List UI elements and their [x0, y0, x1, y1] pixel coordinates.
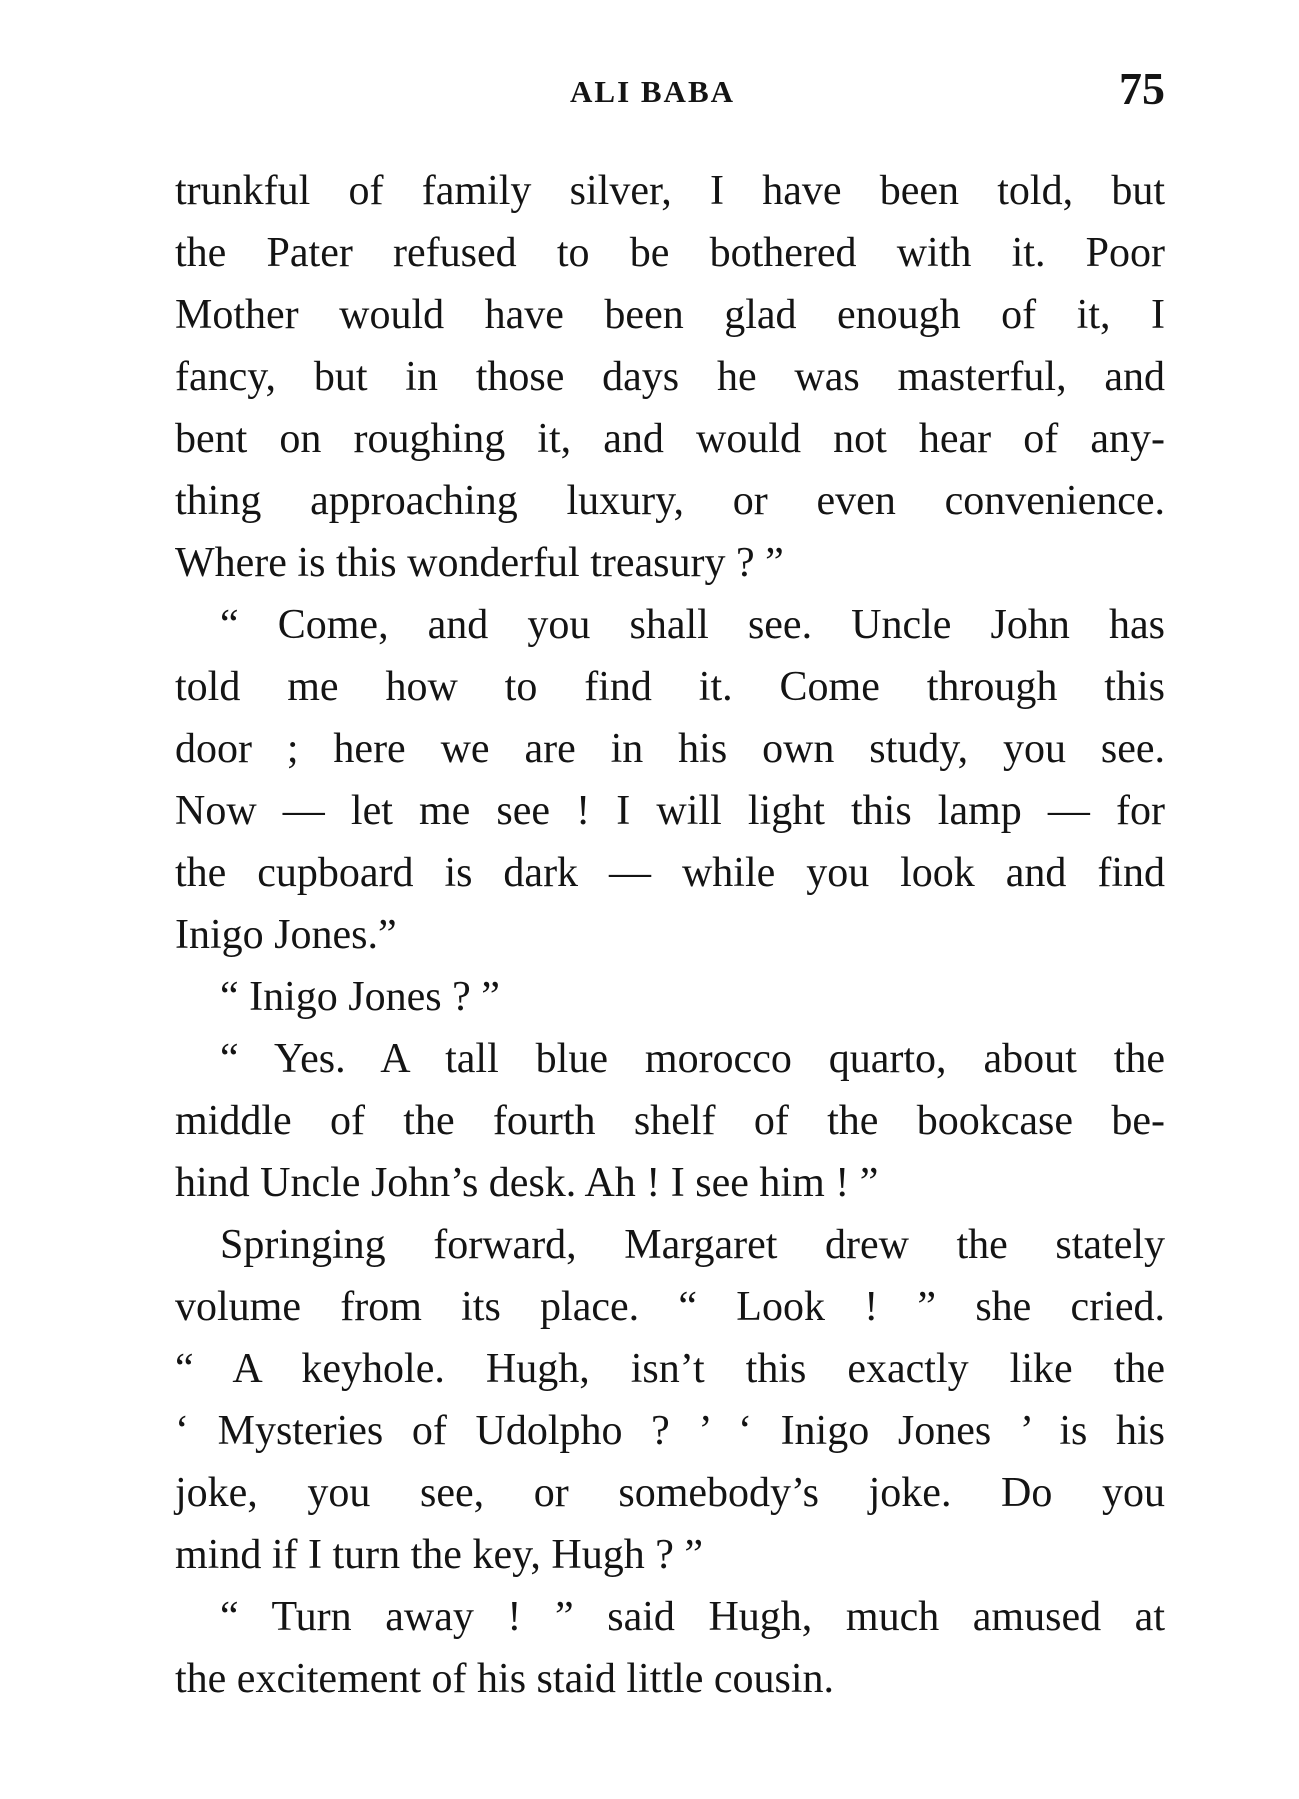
text-line: middle of the fourth shelf of the bookcase be-	[175, 1098, 1165, 1144]
text-line: hind Uncle John’s desk. Ah ! I see him ! ”	[175, 1160, 879, 1206]
text-line: “ Turn away ! ” said Hugh, much amused at	[220, 1594, 1165, 1640]
text-line: thing approaching luxury, or even convenience.	[175, 478, 1165, 524]
text-line: ‘ Mysteries of Udolpho ? ’ ‘ Inigo Jones ’ is his	[175, 1408, 1165, 1454]
body-text	[175, 160, 1165, 1710]
running-head: ALI BABA	[570, 74, 736, 109]
text-line: trunkful of family silver, I have been told, but	[175, 168, 1165, 214]
text-line: Now — let me see ! I will light this lamp — for	[175, 788, 1165, 834]
text-line: Springing forward, Margaret drew the stately	[220, 1222, 1165, 1268]
page-number: 75	[1119, 63, 1165, 114]
text-line: Mother would have been glad enough of it, I	[175, 292, 1165, 338]
text-line: bent on roughing it, and would not hear of any-	[175, 416, 1165, 462]
text-line: the Pater refused to be bothered with it. Poor	[175, 230, 1165, 276]
text-line: “ Come, and you shall see. Uncle John has	[220, 602, 1165, 648]
text-line: mind if I turn the key, Hugh ? ”	[175, 1532, 703, 1578]
text-line: told me how to find it. Come through this	[175, 664, 1165, 710]
text-line: Where is this wonderful treasury ? ”	[175, 540, 784, 586]
text-line: fancy, but in those days he was masterful, and	[175, 354, 1165, 400]
text-line: “ A keyhole. Hugh, isn’t this exactly like the	[175, 1346, 1165, 1392]
text-line: the excitement of his staid little cousin.	[175, 1656, 835, 1702]
page-header	[175, 63, 1175, 118]
text-line: “ Yes. A tall blue morocco quarto, about the	[220, 1036, 1165, 1082]
text-line: joke, you see, or somebody’s joke. Do you	[175, 1470, 1165, 1516]
text-line: “ Inigo Jones ? ”	[220, 974, 500, 1020]
text-line: Inigo Jones.”	[175, 912, 397, 958]
text-line: volume from its place. “ Look ! ” she cried.	[175, 1284, 1165, 1330]
text-line: the cupboard is dark — while you look and find	[175, 850, 1165, 896]
text-line: door ; here we are in his own study, you see.	[175, 726, 1165, 772]
